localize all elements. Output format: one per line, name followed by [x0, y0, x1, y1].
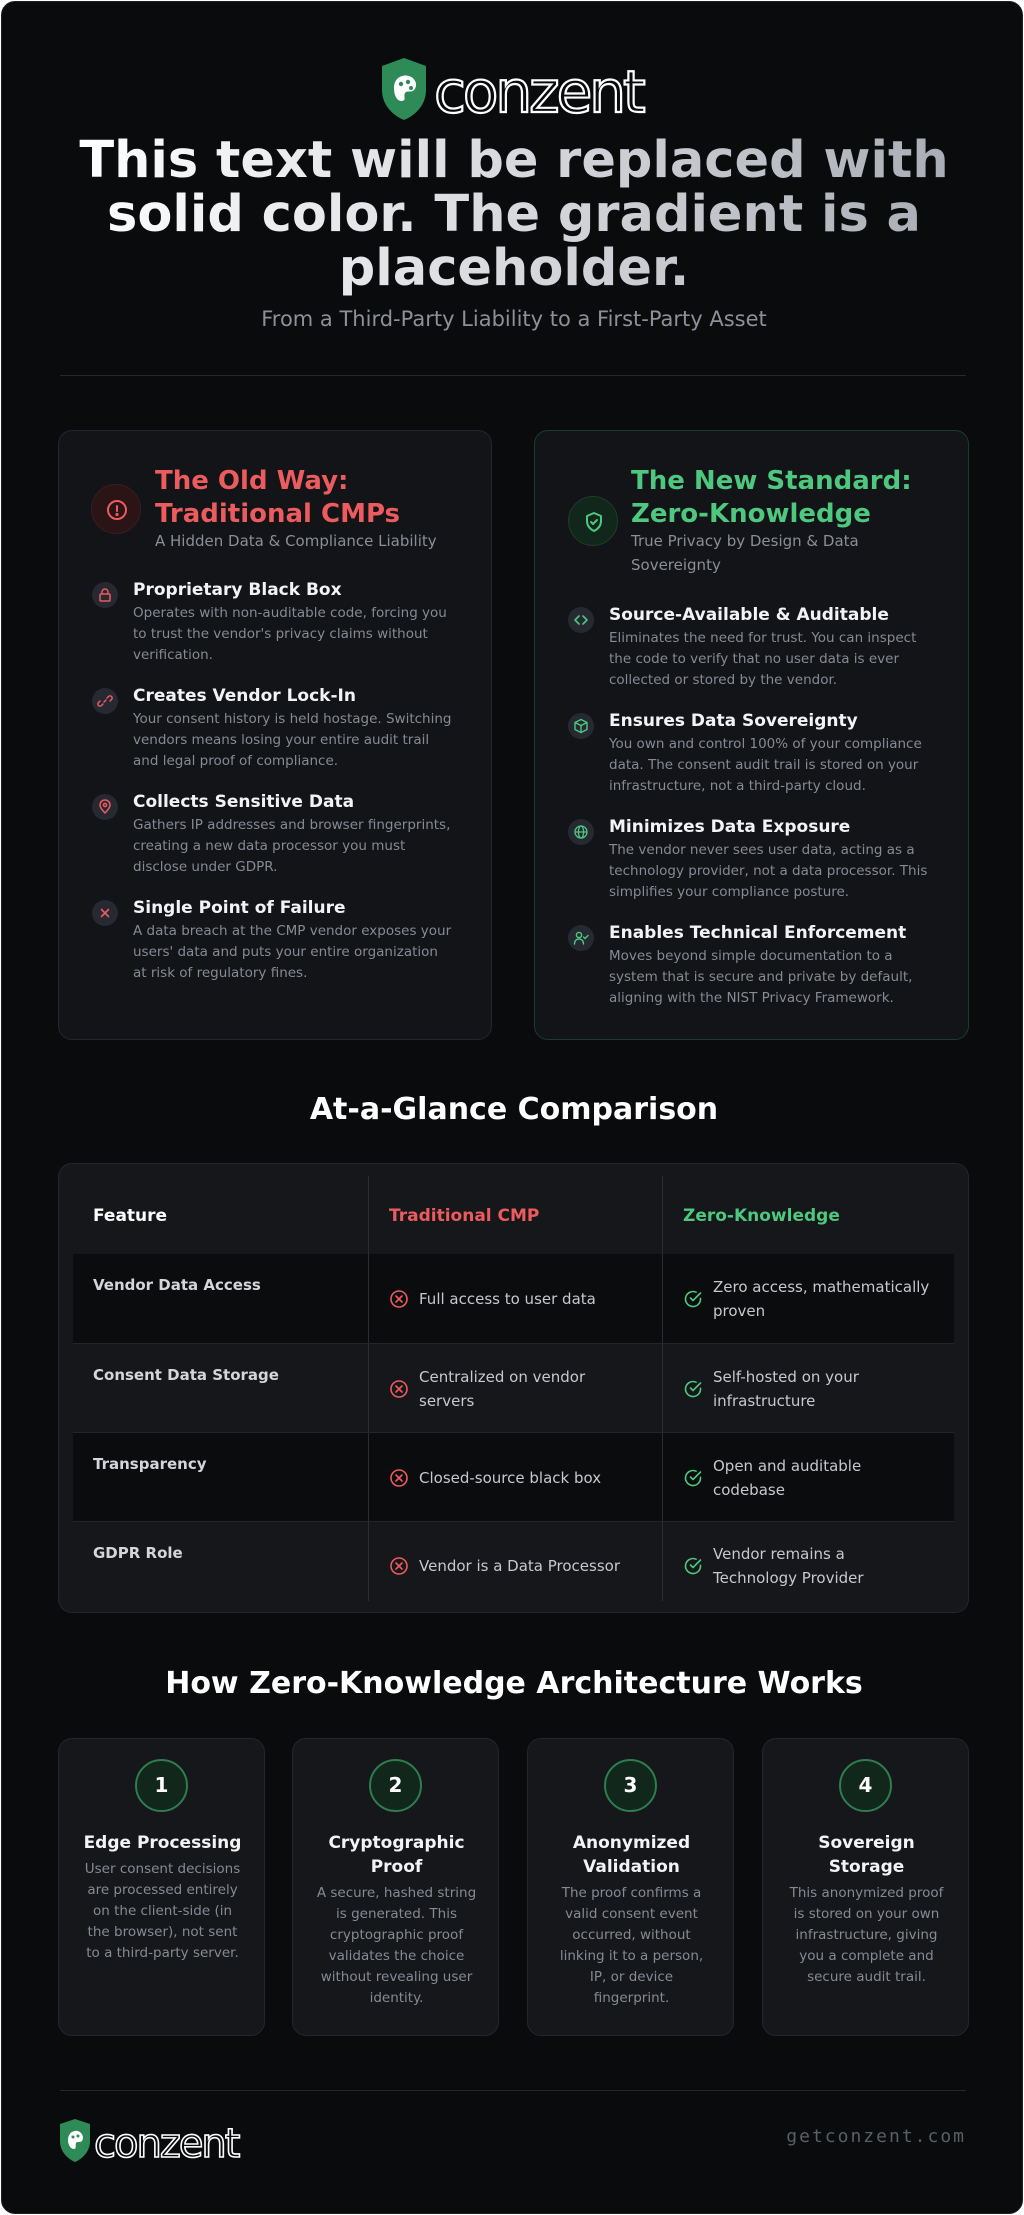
step-description: A secure, hashed string is generated. This cryptographic proof validates the choice without revealing user identity. — [316, 1885, 477, 2006]
step-title: Edge Processing — [83, 1833, 242, 1853]
x-circle-icon — [389, 1468, 409, 1488]
old-way-title-line1: The Old Way: — [155, 466, 349, 496]
x-circle-icon — [389, 1556, 409, 1576]
check-circle-icon — [683, 1556, 703, 1576]
old-way-card — [58, 430, 492, 1040]
row-traditional-value: Centralized on vendor servers — [419, 1368, 586, 1410]
x-circle-icon — [389, 1379, 409, 1399]
check-circle-icon — [683, 1468, 703, 1488]
row-feature: Vendor Data Access — [93, 1276, 261, 1294]
new-way-subtitle-line2: Sovereignty — [631, 556, 721, 574]
step-number: 2 — [369, 1759, 422, 1812]
x-icon — [92, 900, 118, 926]
new-item-title: Ensures Data Sovereignty — [609, 711, 858, 731]
cube-icon — [568, 713, 594, 739]
header-traditional: Traditional CMP — [389, 1206, 540, 1226]
step-description: The proof confirms a valid consent event occurred, without linking it to a person, IP, or device fingerprint. — [559, 1885, 704, 2006]
new-item-desc: The vendor never sees user data, acting as a technology provider, not a data processor. This simplifies your compliance posture. — [609, 842, 928, 900]
table-row — [73, 1432, 954, 1521]
step-description: This anonymized proof is stored on your own infrastructure, giving you a complete and secure audit trail. — [789, 1885, 944, 1985]
new-way-card — [534, 430, 969, 1040]
link-icon — [92, 688, 118, 714]
step-card-sovereign-storage — [762, 1738, 969, 2036]
step-number: 3 — [604, 1759, 657, 1812]
footer-divider — [60, 2090, 966, 2091]
table-header-row — [73, 1176, 954, 1254]
step-title: Anonymized Validation — [572, 1833, 691, 1877]
step-card-anonymized-validation — [527, 1738, 734, 2036]
row-zk-value: Zero access, mathematically proven — [713, 1278, 930, 1320]
check-circle-icon — [683, 1289, 703, 1309]
old-item-desc: Operates with non-auditable code, forcing you to trust the vendor's privacy claims without verification. — [133, 605, 447, 663]
hero-subtitle: From a Third-Party Liability to a First-Party Asset — [261, 307, 767, 331]
alert-circle-icon — [91, 484, 141, 534]
lock-icon — [92, 582, 118, 608]
row-feature: Transparency — [93, 1455, 207, 1473]
new-item-desc: You own and control 100% of your compliance data. The consent audit trail is stored on your infrastructure, not a third-party cloud. — [609, 736, 922, 794]
svg-text:conzent: conzent — [434, 58, 643, 122]
x-circle-icon — [389, 1289, 409, 1309]
globe-icon — [568, 819, 594, 845]
old-way-subtitle: A Hidden Data & Compliance Liability — [155, 532, 437, 550]
map-pin-icon — [92, 794, 118, 820]
check-circle-icon — [683, 1379, 703, 1399]
new-way-title-line2: Zero-Knowledge — [631, 499, 871, 529]
row-feature: GDPR Role — [93, 1544, 183, 1562]
table-row — [73, 1343, 954, 1432]
old-way-title-line2: Traditional CMPs — [155, 499, 401, 529]
new-item-desc: Moves beyond simple documentation to a system that is secure and private by default, aligning with the NIST Privacy Framework. — [609, 948, 913, 1006]
row-traditional-value: Vendor is a Data Processor — [419, 1557, 621, 1575]
footer-url-link[interactable]: getconzent.com — [786, 2126, 966, 2147]
header-feature: Feature — [93, 1206, 168, 1226]
old-item-desc: Gathers IP addresses and browser fingerprints, creating a new data processor you must disclose under GDPR. — [133, 817, 451, 875]
old-item-title: Collects Sensitive Data — [133, 792, 355, 812]
old-item-title: Proprietary Black Box — [133, 580, 342, 600]
table-row — [73, 1254, 954, 1343]
new-item-title: Source-Available & Auditable — [609, 605, 889, 625]
user-check-icon — [568, 925, 594, 951]
new-item-title: Minimizes Data Exposure — [609, 817, 851, 837]
architecture-title: How Zero-Knowledge Architecture Works — [165, 1666, 863, 1701]
row-feature: Consent Data Storage — [93, 1366, 279, 1384]
table-row — [73, 1521, 954, 1601]
row-traditional-value: Full access to user data — [419, 1290, 596, 1308]
step-number: 1 — [135, 1759, 188, 1812]
shield-check-icon — [568, 496, 618, 546]
conzent-footer-logo — [58, 2118, 246, 2164]
new-item-title: Enables Technical Enforcement — [609, 923, 907, 943]
old-item-title: Creates Vendor Lock-In — [133, 686, 356, 706]
row-zk-value: Self-hosted on your infrastructure — [713, 1368, 859, 1410]
old-item-desc: Your consent history is held hostage. Switching vendors means losing your entire audit trail and legal proof of compliance. — [133, 711, 452, 769]
old-item-title: Single Point of Failure — [133, 898, 346, 918]
step-title: Cryptographic Proof — [328, 1833, 465, 1877]
code-icon — [568, 607, 594, 633]
step-title: Sovereign Storage — [818, 1833, 915, 1877]
row-zk-value: Vendor remains a Technology Provider — [713, 1545, 864, 1587]
row-zk-value: Open and auditable codebase — [713, 1457, 862, 1499]
infographic-page — [1, 1, 1023, 2214]
step-card-cryptographic-proof — [292, 1738, 499, 2036]
step-card-edge-processing — [58, 1738, 265, 2036]
step-description: User consent decisions are processed entirely on the client-side (in the browser), not sent to a third-party server. — [84, 1861, 241, 1961]
header-zero-knowledge: Zero-Knowledge — [683, 1206, 840, 1226]
conzent-logo — [374, 56, 654, 122]
new-item-desc: Eliminates the need for trust. You can inspect the code to verify that no user data is ever collected or stored by the vendor. — [609, 630, 917, 688]
hero-title: This text will be replaced with solid color. The gradient is a placeholder. — [62, 134, 966, 296]
new-way-title-line1: The New Standard: — [631, 466, 912, 496]
row-traditional-value: Closed-source black box — [419, 1469, 602, 1487]
new-way-subtitle-line1: True Privacy by Design & Data — [631, 532, 859, 550]
divider — [60, 375, 966, 376]
svg-text:conzent: conzent — [94, 2121, 239, 2164]
step-number: 4 — [839, 1759, 892, 1812]
comparison-title: At-a-Glance Comparison — [309, 1092, 719, 1127]
old-item-desc: A data breach at the CMP vendor exposes your users' data and puts your entire organization at risk of regulatory fines. — [133, 923, 452, 981]
comparison-table — [58, 1163, 969, 1613]
